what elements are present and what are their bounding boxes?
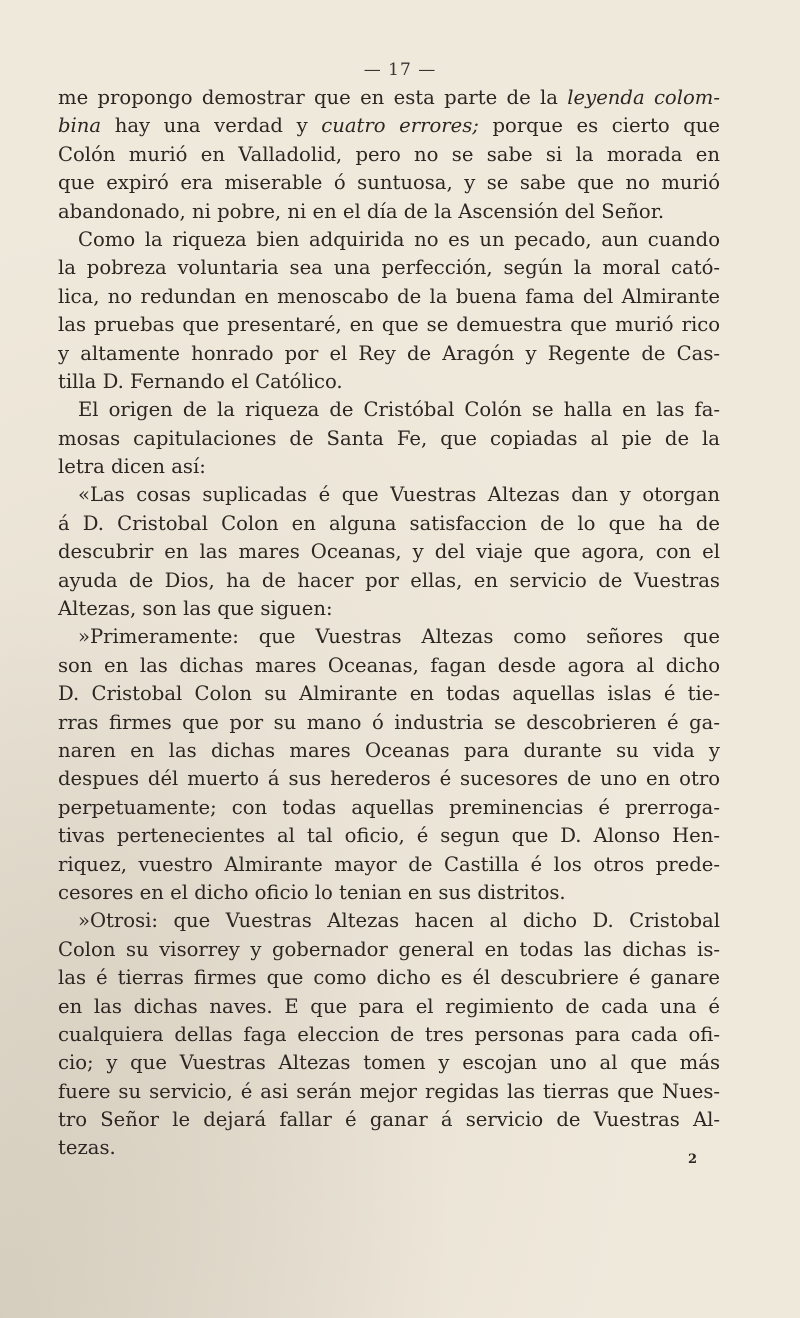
italic-text: bina — [58, 114, 102, 138]
text-line — [58, 198, 720, 226]
text-span: lica, no redundan en menoscabo de la buena fama del Almirante — [58, 284, 720, 308]
text-span: perpetuamente; con todas aquellas preminencias é prerroga- — [58, 795, 720, 819]
text-line — [58, 112, 720, 140]
text-span: y altamente honrado por el Rey de Aragón y Regente de Cas- — [58, 341, 720, 365]
italic-text: cuatro errores; — [321, 114, 479, 138]
text-span: Colon su visorrey y gobernador general en todas las dichas is- — [58, 937, 720, 961]
text-span: son en las dichas mares Oceanas, fagan desde agora al dicho — [58, 653, 720, 677]
text-line — [58, 595, 720, 623]
text-line — [58, 340, 720, 368]
text-span: la pobreza voluntaria sea una perfección, según la moral cató- — [58, 256, 720, 280]
text-span: »Otrosi: que Vuestras Altezas hacen al dicho D. Cristobal — [78, 909, 720, 933]
text-line — [58, 851, 720, 879]
text-span: que expiró era miserable ó suntuosa, y se sabe que no murió — [58, 171, 720, 195]
text-span: me propongo demostrar que en esta parte de la — [58, 86, 568, 109]
text-span: tilla D. Fernando el Católico. — [58, 369, 343, 393]
text-span: cualquiera dellas faga eleccion de tres personas para cada ofi- — [58, 1022, 720, 1046]
text-span: riquez, vuestro Almirante mayor de Castilla é los otros prede- — [58, 852, 720, 876]
text-span: á D. Cristobal Colon en alguna satisfaccion de lo que ha de — [58, 511, 720, 535]
text-span: descubrir en las mares Oceanas, y del viaje que agora, con el — [58, 540, 720, 564]
text-line — [58, 794, 720, 822]
page-number: — 17 — — [363, 60, 437, 80]
text-line — [58, 567, 720, 595]
text-line — [58, 1021, 720, 1049]
text-line — [58, 652, 720, 680]
text-line — [58, 623, 720, 651]
text-span: «Las cosas suplicadas é que Vuestras Altezas dan y otorgan — [78, 483, 720, 507]
text-span: Colón murió en Valladolid, pero no se sabe si la morada en — [58, 142, 720, 166]
italic-text: leyenda colom- — [567, 86, 720, 109]
text-line — [58, 481, 720, 509]
text-line — [58, 680, 720, 708]
text-line — [58, 709, 720, 737]
text-span: letra dicen así: — [58, 455, 206, 479]
text-line — [58, 169, 720, 197]
text-span: mosas capitulaciones de Santa Fe, que copiadas al pie de la — [58, 426, 720, 450]
text-line — [58, 737, 720, 765]
text-span: hay una verdad y — [101, 114, 322, 138]
text-span: Como la riqueza bien adquirida no es un pecado, aun cuando — [78, 227, 720, 251]
text-line — [58, 993, 720, 1021]
text-line — [58, 765, 720, 793]
text-line — [58, 538, 720, 566]
text-line — [58, 283, 720, 311]
text-line — [58, 1078, 720, 1106]
signature-mark: 2 — [688, 1152, 698, 1167]
text-span: en las dichas naves. E que para el regimiento de cada una é — [58, 994, 720, 1018]
text-line — [58, 936, 720, 964]
text-span: despues dél muerto á sus herederos é sucesores de uno en otro — [58, 767, 720, 791]
text-span: El origen de la riqueza de Cristóbal Colón se halla en las fa- — [78, 398, 720, 422]
text-span: fuere su servicio, é asi serán mejor regidas las tierras que Nues- — [58, 1079, 720, 1103]
text-line — [58, 1134, 720, 1162]
text-line — [58, 879, 720, 907]
text-span: tivas pertenecientes al tal oficio, é segun que D. Alonso Hen- — [58, 824, 720, 848]
text-span: ayuda de Dios, ha de hacer por ellas, en servicio de Vuestras — [58, 568, 720, 592]
text-line — [58, 510, 720, 538]
text-line — [58, 141, 720, 169]
text-line — [58, 396, 720, 424]
text-line — [58, 964, 720, 992]
text-line — [58, 254, 720, 282]
text-span: D. Cristobal Colon su Almirante en todas aquellas islas é tie- — [58, 682, 720, 706]
text-span: porque es cierto que — [478, 114, 720, 138]
text-line — [58, 425, 720, 453]
text-line — [58, 453, 720, 481]
text-line — [58, 822, 720, 850]
text-span: tezas. — [58, 1136, 116, 1160]
text-span: »Primeramente: que Vuestras Altezas como señores que — [78, 625, 720, 649]
text-line — [58, 1106, 720, 1134]
text-span: tro Señor le dejará fallar é ganar á servicio de Vuestras Al- — [58, 1108, 720, 1132]
text-line — [58, 1049, 720, 1077]
text-span: abandonado, ni pobre, ni en el día de la Ascensión del Señor. — [58, 199, 665, 223]
text-span: cio; y que Vuestras Altezas tomen y escojan uno al que más — [58, 1051, 720, 1075]
text-line — [58, 226, 720, 254]
text-span: rras firmes que por su mano ó industria se descobrieren é ga- — [58, 710, 720, 734]
text-line — [58, 907, 720, 935]
text-line — [58, 368, 720, 396]
text-span: naren en las dichas mares Oceanas para durante su vida y — [58, 738, 720, 762]
text-span: las é tierras firmes que como dicho es él descubriere é ganare — [58, 966, 720, 990]
text-span: cesores en el dicho oficio lo tenian en sus distritos. — [58, 880, 566, 904]
text-line — [58, 311, 720, 339]
text-span: las pruebas que presentaré, en que se demuestra que murió rico — [58, 313, 720, 337]
text-line — [58, 84, 720, 112]
text-span: Altezas, son las que siguen: — [58, 597, 333, 621]
body-text — [58, 84, 720, 1163]
